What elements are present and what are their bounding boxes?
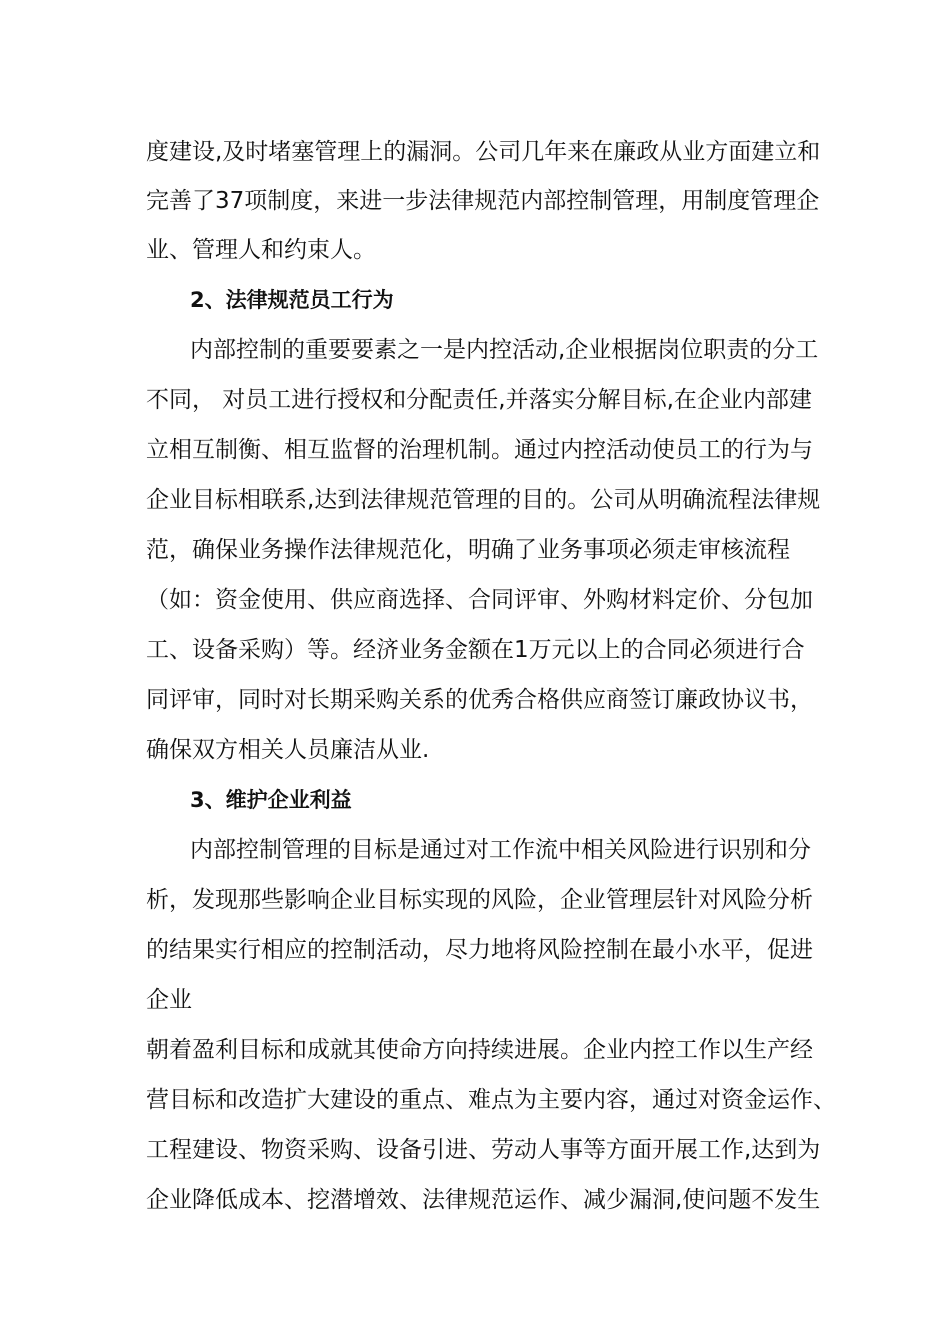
paragraph-2-line-8: 同评审，同时对长期采购关系的优秀合格供应商签订廉政协议书，: [146, 687, 813, 713]
section-heading-2: 2、法律规范员工行为: [190, 288, 394, 312]
paragraph-2-line-9: 确保双方相关人员廉洁从业.: [146, 737, 430, 763]
paragraph-3-line-6: 营目标和改造扩大建设的重点、难点为主要内容，通过对资金运作、: [146, 1087, 836, 1113]
paragraph-2-line-6: （如：资金使用、供应商选择、合同评审、外购材料定价、分包加: [146, 587, 813, 613]
paragraph-2-line-3: 立相互制衡、相互监督的治理机制。通过内控活动使员工的行为与: [146, 437, 813, 463]
paragraph-1-line-3: 业、管理人和约束人。: [146, 237, 376, 263]
paragraph-3-line-5: 朝着盈利目标和成就其使命方向持续进展。企业内控工作以生产经: [146, 1037, 813, 1063]
paragraph-3-line-3: 的结果实行相应的控制活动，尽力地将风险控制在最小水平，促进: [146, 937, 813, 963]
paragraph-1-line-2: 完善了37项制度，来进一步法律规范内部控制管理，用制度管理企: [146, 188, 820, 214]
paragraph-2-line-1: 内部控制的重要要素之一是内控活动,企业根据岗位职责的分工: [190, 337, 819, 363]
paragraph-2-line-2: 不同， 对员工进行授权和分配责任,并落实分解目标,在企业内部建: [146, 387, 812, 413]
paragraph-3-line-2: 析，发现那些影响企业目标实现的风险，企业管理层针对风险分析: [146, 887, 813, 913]
paragraph-3-line-1: 内部控制管理的目标是通过对工作流中相关风险进行识别和分: [190, 837, 811, 863]
paragraph-3-line-8: 企业降低成本、挖潜增效、法律规范运作、减少漏洞,使问题不发生: [146, 1187, 821, 1213]
paragraph-2-line-4: 企业目标相联系,达到法律规范管理的目的。公司从明确流程法律规: [146, 487, 821, 513]
paragraph-2-line-7: 工、设备采购）等。经济业务金额在1万元以上的合同必须进行合: [146, 637, 805, 663]
paragraph-1-line-1: 度建设,及时堵塞管理上的漏洞。公司几年来在廉政从业方面建立和: [146, 139, 821, 165]
paragraph-3-line-7: 工程建设、物资采购、设备引进、劳动人事等方面开展工作,达到为: [146, 1137, 821, 1163]
paragraph-2-line-5: 范，确保业务操作法律规范化，明确了业务事项必须走审核流程: [146, 537, 790, 563]
section-heading-3: 3、维护企业利益: [190, 788, 352, 812]
paragraph-3-line-4: 企业: [146, 987, 192, 1013]
